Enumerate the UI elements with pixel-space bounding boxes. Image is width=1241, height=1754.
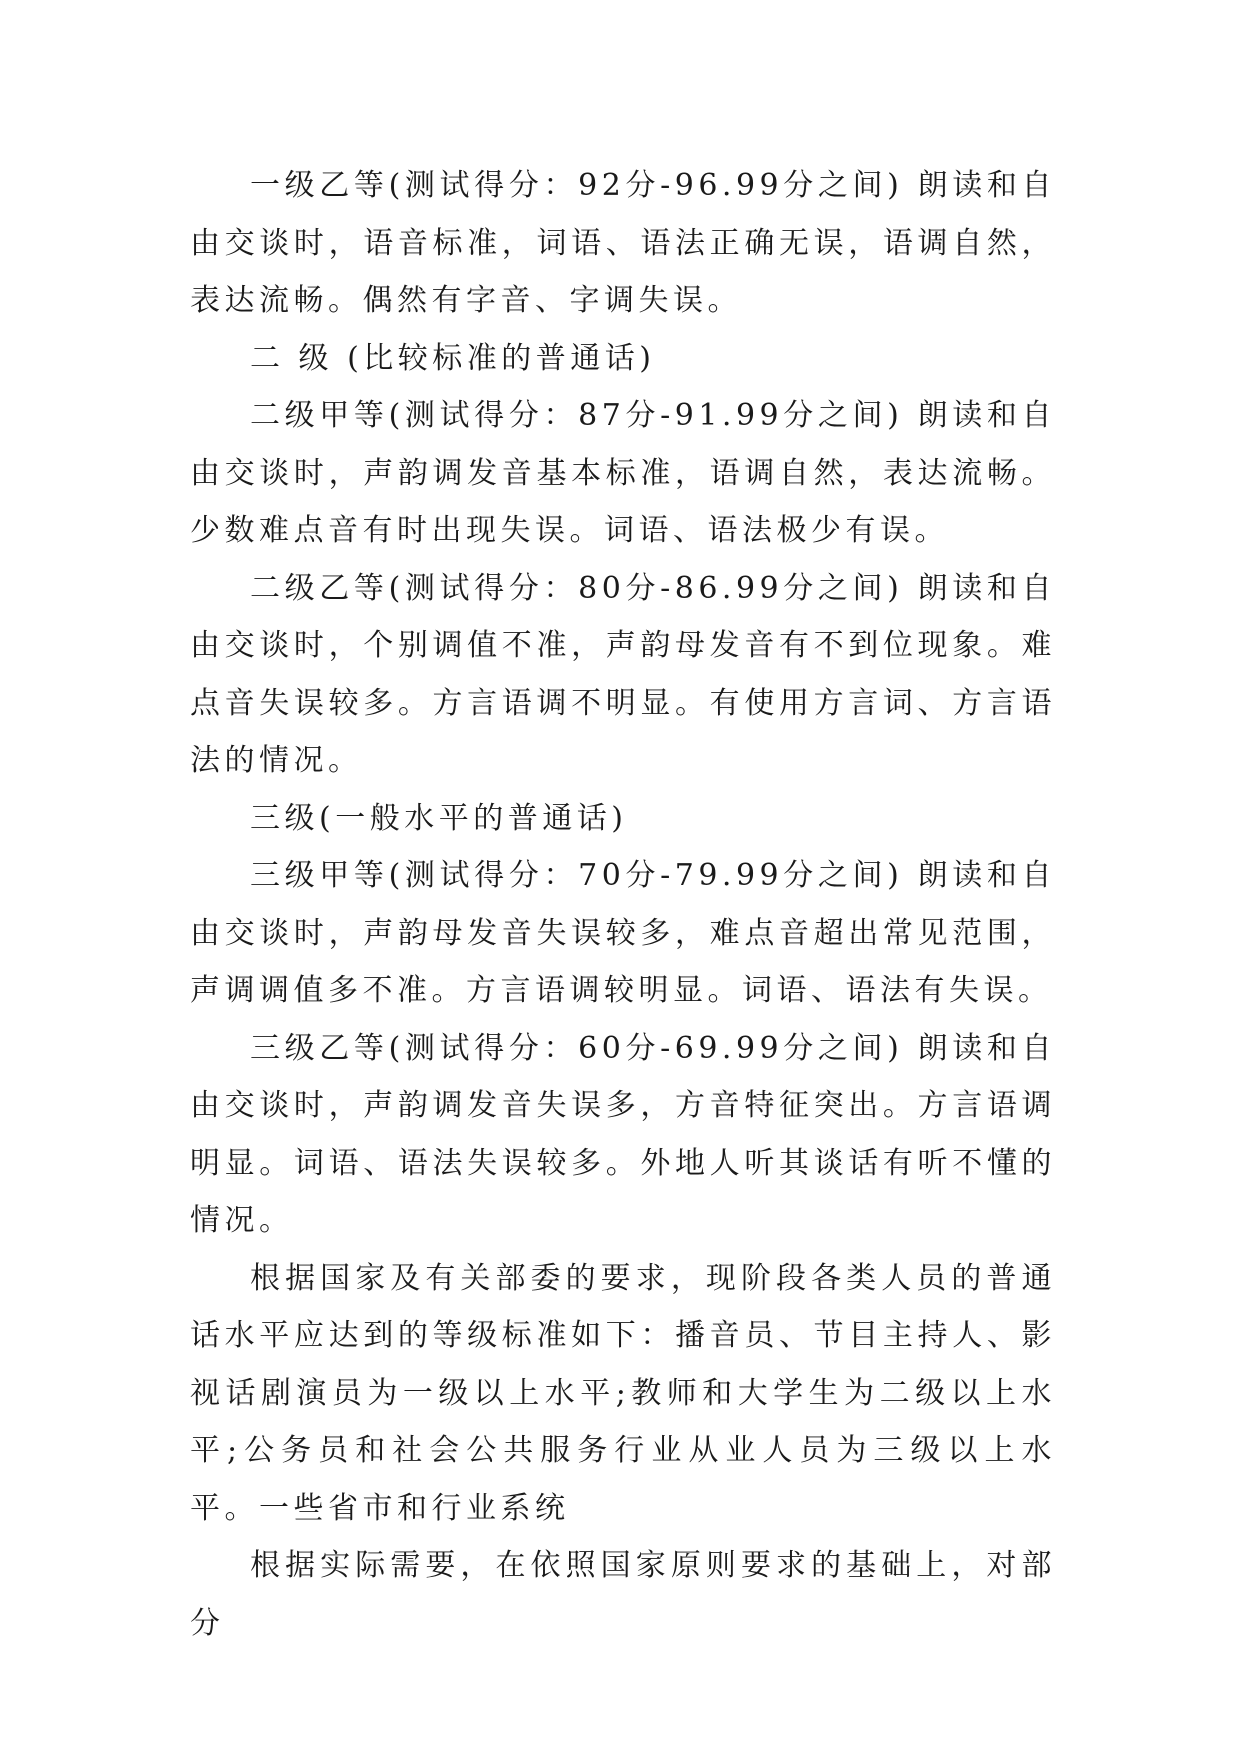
paragraph-continuation: 根据实际需要，在依照国家原则要求的基础上，对部分 — [190, 1548, 1056, 1641]
paragraph-requirements: 根据国家及有关部委的要求，现阶段各类人员的普通话水平应达到的等级标准如下：播音员、节目主持人、影视话剧演员为一级以上水平;教师和大学生为二级以上水平;公务员和社会公共服务行业从业人员为三级以上水平。一些省市和行业系统 — [190, 1260, 1056, 1526]
heading-level-2: 二 级 (比较标准的普通话) — [250, 340, 656, 376]
paragraph-level-2b: 二级乙等(测试得分：80分-86.99分之间) 朗读和自由交谈时，个别调值不准，声韵母发音有不到位现象。难点音失误较多。方言语调不明显。有使用方言词、方言语法的情况。 — [190, 570, 1056, 778]
paragraph-level-3b: 三级乙等(测试得分：60分-69.99分之间) 朗读和自由交谈时，声韵调发音失误多，方音特征突出。方言语调明显。词语、语法失误较多。外地人听其谈话有听不懂的情况。 — [190, 1030, 1056, 1238]
paragraph-level-2a: 二级甲等(测试得分：87分-91.99分之间) 朗读和自由交谈时，声韵调发音基本标准，语调自然，表达流畅。少数难点音有时出现失误。词语、语法极少有误。 — [190, 398, 1056, 548]
heading-level-3: 三级(一般水平的普通话) — [250, 800, 628, 836]
paragraph-level-3a: 三级甲等(测试得分：70分-79.99分之间) 朗读和自由交谈时，声韵母发音失误较多，难点音超出常见范围，声调调值多不准。方言语调较明显。词语、语法有失误。 — [190, 858, 1056, 1008]
document-body — [190, 157, 1056, 1652]
paragraph-level-1b: 一级乙等(测试得分：92分-96.99分之间) 朗读和自由交谈时，语音标准，词语、语法正确无误，语调自然，表达流畅。偶然有字音、字调失误。 — [190, 168, 1056, 318]
